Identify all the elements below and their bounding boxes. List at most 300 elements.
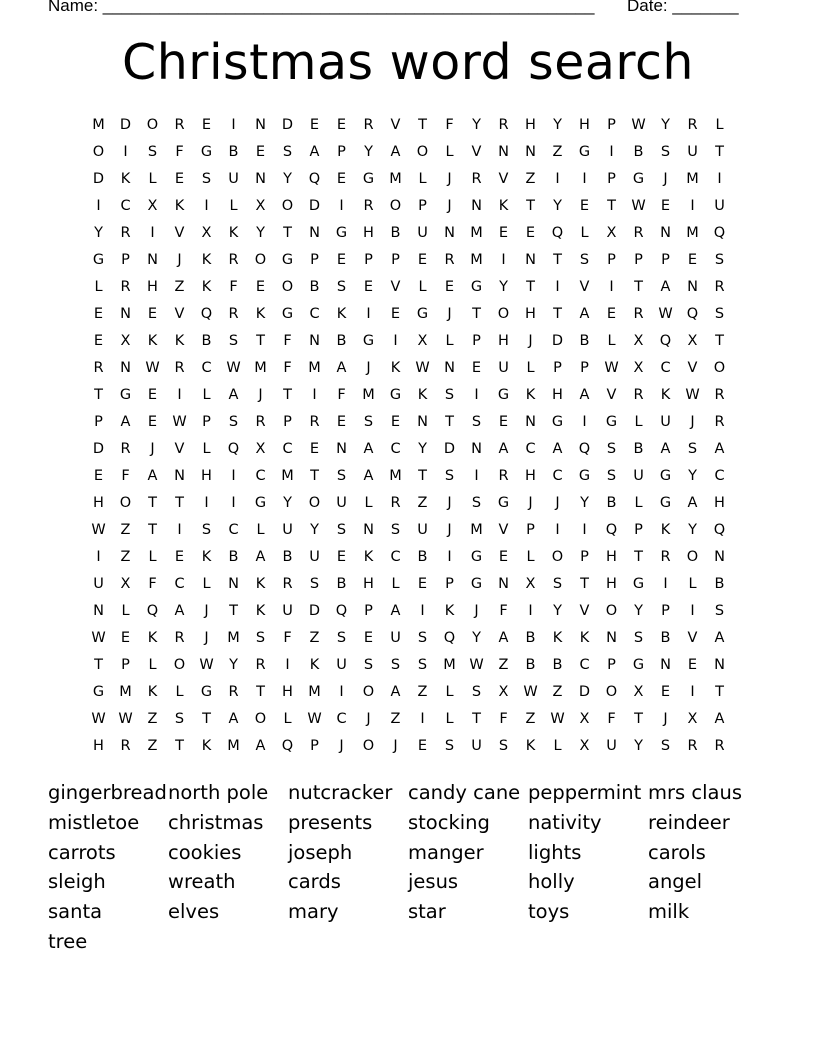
grid-letter: Z [498, 657, 509, 673]
grid-letter: A [363, 441, 374, 457]
grid-letter: I [177, 387, 182, 403]
word-list-item: north pole [168, 781, 269, 804]
grid-letter: A [714, 630, 725, 646]
grid-letter: G [254, 495, 267, 511]
word-list-item: cards [288, 870, 341, 894]
grid-letter: B [282, 549, 293, 565]
grid-letter: X [687, 711, 698, 727]
grid-letter: G [200, 684, 213, 700]
grid-letter: C [282, 441, 293, 457]
grid-letter: W [145, 360, 160, 376]
grid-letter: G [551, 414, 564, 430]
word-list-item: holly [528, 870, 575, 894]
grid-letter: I [204, 495, 209, 511]
grid-letter: T [607, 198, 616, 214]
grid-letter: X [633, 684, 644, 700]
grid-letter: V [471, 144, 482, 160]
word-list-item: reindeer [648, 810, 730, 834]
grid-letter: N [525, 414, 536, 430]
word-list-item: toys [528, 900, 570, 924]
grid-letter: H [93, 495, 104, 511]
grid-letter: S [444, 387, 455, 403]
grid-letter: P [364, 252, 373, 268]
grid-letter: T [526, 198, 535, 214]
date-field-line: Date: _______ [627, 0, 739, 15]
grid-letter: S [336, 630, 347, 646]
grid-letter: I [393, 333, 398, 349]
grid-letter: E [336, 549, 347, 565]
grid-letter: U [471, 738, 482, 754]
grid-letter: T [634, 711, 643, 727]
grid-letter: C [120, 198, 131, 214]
grid-letter: E [147, 414, 158, 430]
grid-letter: C [336, 711, 347, 727]
grid-letter: G [92, 684, 105, 700]
grid-letter: A [660, 441, 671, 457]
grid-letter: N [714, 549, 725, 565]
grid-letter: N [714, 657, 725, 673]
grid-letter: O [362, 684, 375, 700]
grid-letter: X [633, 333, 644, 349]
grid-letter: M [254, 360, 267, 376]
grid-letter: G [281, 306, 294, 322]
grid-letter: T [526, 279, 535, 295]
grid-letter: L [94, 279, 103, 295]
word-list-item: wreath [168, 870, 236, 894]
grid-letter: T [553, 252, 562, 268]
name-field-line: Name: ____________________________________________________ [48, 0, 595, 15]
grid-letter: G [497, 495, 510, 511]
grid-letter: S [390, 657, 401, 673]
grid-letter: K [660, 522, 671, 538]
grid-letter: E [417, 252, 428, 268]
grid-letter: C [201, 360, 212, 376]
grid-letter: S [633, 630, 644, 646]
grid-letter: O [281, 279, 294, 295]
grid-letter: B [633, 441, 644, 457]
grid-letter: K [201, 549, 212, 565]
grid-letter: P [580, 549, 589, 565]
grid-letter: M [389, 171, 402, 187]
grid-letter: X [687, 333, 698, 349]
grid-letter: O [119, 495, 132, 511]
grid-letter: E [525, 225, 536, 241]
grid-letter: A [390, 684, 401, 700]
grid-letter: T [229, 603, 238, 619]
word-list-item: manger [408, 840, 484, 864]
grid-letter: L [148, 549, 157, 565]
grid-letter: M [281, 468, 294, 484]
grid-letter: L [148, 171, 157, 187]
word-list-item: sleigh [48, 870, 106, 894]
grid-letter: I [717, 171, 722, 187]
grid-letter: N [417, 414, 428, 430]
grid-letter: W [604, 360, 619, 376]
grid-letter: J [366, 360, 371, 376]
grid-letter: J [258, 387, 263, 403]
word-list-item: carrots [48, 840, 116, 864]
grid-letter: W [523, 684, 538, 700]
grid-letter: I [663, 576, 668, 592]
grid-letter: N [660, 657, 671, 673]
grid-letter: F [121, 468, 130, 484]
grid-letter: W [550, 711, 565, 727]
grid-letter: Z [552, 144, 563, 160]
word-list [48, 778, 768, 957]
word-list-item: tree [48, 929, 88, 953]
grid-letter: E [498, 225, 509, 241]
grid-letter: L [418, 279, 427, 295]
grid-letter: C [525, 441, 536, 457]
grid-letter: S [309, 576, 320, 592]
grid-letter: B [525, 630, 536, 646]
grid-letter: U [93, 576, 104, 592]
grid-letter: G [470, 279, 483, 295]
grid-letter: G [605, 414, 618, 430]
grid-letter: L [202, 441, 211, 457]
grid-letter: Q [281, 738, 294, 754]
grid-letter: E [336, 414, 347, 430]
grid-letter: R [363, 198, 374, 214]
grid-letter: K [498, 198, 509, 214]
grid-letter: W [685, 387, 700, 403]
grid-letter: R [498, 468, 509, 484]
word-list-item: jesus [408, 870, 459, 894]
grid-letter: G [119, 387, 132, 403]
grid-letter: H [498, 333, 509, 349]
grid-letter: R [228, 252, 239, 268]
grid-letter: G [335, 225, 348, 241]
grid-letter: I [231, 468, 236, 484]
grid-letter: T [283, 387, 292, 403]
word-list-item: carols [648, 840, 706, 864]
grid-letter: K [201, 279, 212, 295]
grid-letter: I [231, 117, 236, 133]
grid-letter: J [447, 306, 452, 322]
grid-letter: Q [605, 522, 618, 538]
grid-letter: P [310, 738, 319, 754]
grid-letter: E [687, 657, 698, 673]
grid-letter: Y [283, 171, 292, 187]
grid-letter: E [255, 144, 266, 160]
grid-letter: I [96, 198, 101, 214]
grid-letter: J [177, 252, 182, 268]
grid-letter: A [552, 441, 563, 457]
grid-letter: X [606, 225, 617, 241]
grid-letter: L [445, 711, 454, 727]
grid-letter: N [525, 144, 536, 160]
grid-letter: B [552, 657, 563, 673]
grid-letter: B [390, 225, 401, 241]
grid-letter: B [633, 144, 644, 160]
grid-letter: E [417, 738, 428, 754]
grid-letter: R [714, 414, 725, 430]
grid-letter: I [366, 306, 371, 322]
grid-letter: K [201, 738, 212, 754]
grid-letter: P [94, 414, 103, 430]
grid-letter: R [498, 117, 509, 133]
grid-letter: J [366, 711, 371, 727]
grid-letter: X [120, 333, 131, 349]
grid-letter: N [444, 225, 455, 241]
grid-letter: D [308, 603, 321, 619]
grid-letter: U [282, 522, 293, 538]
grid-letter: X [417, 333, 428, 349]
grid-letter: Y [94, 225, 103, 241]
grid-letter: N [471, 198, 482, 214]
grid-letter: O [551, 549, 564, 565]
grid-letter: H [93, 738, 104, 754]
grid-letter: O [389, 198, 402, 214]
grid-letter: E [660, 684, 671, 700]
grid-letter: Q [578, 441, 591, 457]
grid-letter: C [660, 360, 671, 376]
grid-letter: I [474, 468, 479, 484]
grid-letter: K [444, 603, 455, 619]
grid-letter: N [498, 576, 509, 592]
grid-letter: E [417, 576, 428, 592]
grid-letter: T [715, 333, 724, 349]
grid-letter: I [528, 603, 533, 619]
grid-letter: N [255, 117, 266, 133]
grid-letter: X [579, 711, 590, 727]
grid-letter: R [120, 441, 131, 457]
grid-letter: C [255, 468, 266, 484]
grid-letter: S [714, 252, 725, 268]
grid-letter: D [281, 117, 294, 133]
grid-letter: S [471, 495, 482, 511]
grid-letter: D [443, 441, 456, 457]
grid-letter: Q [335, 603, 348, 619]
grid-letter: L [229, 198, 238, 214]
grid-letter: H [579, 117, 590, 133]
grid-letter: L [445, 684, 454, 700]
grid-letter: Y [634, 603, 643, 619]
grid-letter: I [582, 171, 587, 187]
grid-letter: B [201, 333, 212, 349]
grid-letter: T [634, 549, 643, 565]
grid-letter: D [551, 333, 564, 349]
grid-letter: L [553, 738, 562, 754]
grid-letter: G [281, 252, 294, 268]
grid-letter: P [418, 198, 427, 214]
grid-letter: E [336, 171, 347, 187]
grid-letter: I [339, 198, 344, 214]
grid-letter: N [444, 360, 455, 376]
grid-letter: R [120, 279, 131, 295]
grid-letter: E [390, 414, 401, 430]
grid-letter: Y [364, 144, 373, 160]
grid-letter: W [658, 306, 673, 322]
grid-letter: V [606, 387, 617, 403]
grid-letter: Y [418, 441, 427, 457]
grid-letter: C [174, 576, 185, 592]
grid-letter: E [498, 414, 509, 430]
word-list-item: mrs claus [648, 781, 742, 804]
grid-letter: K [147, 630, 158, 646]
grid-letter: A [390, 144, 401, 160]
grid-letter: V [174, 306, 185, 322]
grid-letter: S [147, 144, 158, 160]
grid-letter: A [147, 468, 158, 484]
grid-letter: S [606, 441, 617, 457]
grid-letter: P [607, 252, 616, 268]
grid-letter: C [552, 468, 563, 484]
grid-letter: N [93, 603, 104, 619]
grid-letter: K [120, 171, 131, 187]
grid-letter: H [525, 117, 536, 133]
word-list-item: cookies [168, 840, 242, 864]
grid-letter: E [309, 441, 320, 457]
grid-letter: V [687, 360, 698, 376]
grid-letter: H [606, 576, 617, 592]
grid-letter: S [471, 414, 482, 430]
grid-letter: W [631, 117, 646, 133]
grid-letter: L [526, 549, 535, 565]
grid-letter: B [579, 333, 590, 349]
grid-letter: S [444, 468, 455, 484]
grid-letter: S [390, 522, 401, 538]
grid-letter: Q [659, 333, 672, 349]
grid-letter: K [228, 225, 239, 241]
grid-letter: L [715, 117, 724, 133]
grid-letter: I [339, 684, 344, 700]
grid-letter: E [390, 306, 401, 322]
grid-letter: C [390, 441, 401, 457]
grid-letter: P [202, 414, 211, 430]
grid-letter: S [282, 144, 293, 160]
grid-letter: P [472, 333, 481, 349]
grid-letter: Y [688, 468, 697, 484]
grid-letter: P [661, 603, 670, 619]
grid-letter: V [390, 117, 401, 133]
grid-letter: P [364, 603, 373, 619]
grid-letter: E [498, 549, 509, 565]
grid-letter: S [606, 468, 617, 484]
grid-letter: Z [390, 711, 401, 727]
grid-letter: S [201, 171, 212, 187]
grid-letter: U [606, 738, 617, 754]
header [48, 0, 748, 20]
grid-letter: V [174, 225, 185, 241]
grid-letter: M [443, 657, 456, 673]
grid-letter: I [177, 522, 182, 538]
grid-letter: G [632, 657, 645, 673]
grid-letter: K [525, 738, 536, 754]
grid-letter: P [526, 522, 535, 538]
grid-letter: Z [120, 522, 131, 538]
grid-letter: G [470, 549, 483, 565]
grid-letter: Y [229, 657, 238, 673]
grid-letter: M [389, 468, 402, 484]
grid-letter: M [470, 252, 483, 268]
grid-letter: Y [472, 630, 481, 646]
grid-letter: Z [147, 738, 158, 754]
grid-letter: Q [551, 225, 564, 241]
grid-letter: N [336, 441, 347, 457]
grid-letter: I [231, 495, 236, 511]
grid-letter: P [337, 144, 346, 160]
grid-letter: X [255, 441, 266, 457]
grid-letter: O [173, 657, 186, 673]
grid-letter: J [555, 495, 560, 511]
grid-letter: W [91, 630, 106, 646]
word-list-item: lights [528, 840, 582, 864]
grid-letter: T [580, 576, 589, 592]
grid-letter: L [202, 387, 211, 403]
grid-letter: H [147, 279, 158, 295]
grid-letter: R [390, 495, 401, 511]
grid-letter: G [200, 144, 213, 160]
grid-letter: O [605, 603, 618, 619]
grid-letter: F [499, 603, 508, 619]
grid-letter: O [497, 306, 510, 322]
grid-letter: Y [283, 495, 292, 511]
grid-letter: Y [553, 603, 562, 619]
grid-letter: T [175, 495, 184, 511]
grid-letter: A [309, 144, 320, 160]
grid-letter: U [417, 225, 428, 241]
grid-letter: A [120, 414, 131, 430]
grid-letter: Z [120, 549, 131, 565]
grid-letter: K [174, 198, 185, 214]
grid-letter: Y [634, 738, 643, 754]
grid-letter: K [336, 306, 347, 322]
grid-letter: W [91, 522, 106, 538]
grid-letter: O [686, 549, 699, 565]
grid-letter: N [120, 306, 131, 322]
grid-letter: L [688, 576, 697, 592]
grid-letter: Q [200, 306, 213, 322]
grid-letter: G [92, 252, 105, 268]
grid-letter: F [283, 360, 292, 376]
grid-letter: N [606, 630, 617, 646]
grid-letter: M [686, 225, 699, 241]
grid-letter: J [339, 738, 344, 754]
grid-letter: I [150, 225, 155, 241]
grid-letter: B [714, 576, 725, 592]
grid-letter: A [498, 630, 509, 646]
grid-letter: C [309, 306, 320, 322]
grid-letter: H [525, 468, 536, 484]
grid-letter: L [634, 414, 643, 430]
grid-letter: A [336, 360, 347, 376]
grid-letter: L [256, 522, 265, 538]
word-list-item: stocking [408, 810, 490, 834]
grid-letter: E [336, 252, 347, 268]
grid-letter: E [309, 117, 320, 133]
grid-letter: T [148, 495, 157, 511]
grid-letter: Y [553, 117, 562, 133]
grid-letter: W [91, 711, 106, 727]
grid-letter: Y [661, 117, 670, 133]
grid-letter: E [120, 630, 131, 646]
grid-letter: P [283, 414, 292, 430]
grid-letter: K [552, 630, 563, 646]
grid-letter: E [174, 171, 185, 187]
grid-letter: A [255, 738, 266, 754]
grid-letter: Y [553, 198, 562, 214]
grid-letter: E [336, 117, 347, 133]
grid-letter: T [472, 711, 481, 727]
grid-letter: O [254, 252, 267, 268]
grid-letter: E [363, 279, 374, 295]
grid-letter: S [498, 738, 509, 754]
grid-letter: Z [174, 279, 185, 295]
grid-letter: T [310, 468, 319, 484]
grid-letter: E [660, 198, 671, 214]
grid-letter: S [471, 684, 482, 700]
